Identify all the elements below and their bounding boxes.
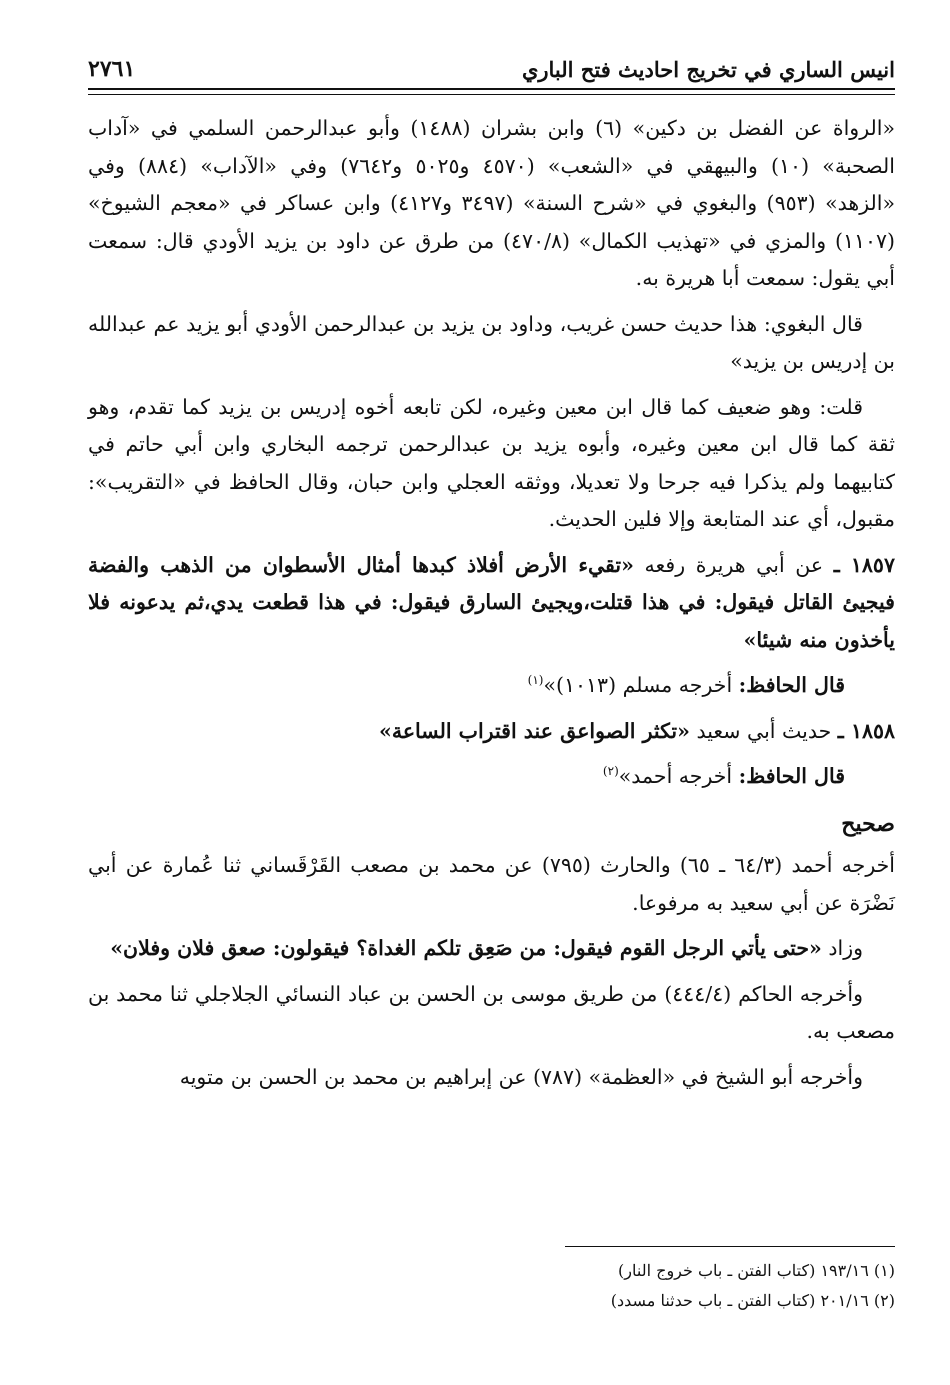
hafiz-label: قال الحافظ:	[738, 673, 845, 697]
hadith-intro: عن أبي هريرة رفعه	[644, 552, 824, 577]
paragraph-baghawi: قال البغوي: هذا حديث حسن غريب، وداود بن يزيد بن عبدالرحمن الأودي أبو يزيد عم عبدالله بن إدريس بن يزيد»	[88, 311, 895, 373]
footnote-2	[88, 1286, 895, 1316]
takhrij-paragraph-4: وأخرجه أبو الشيخ في «العظمة» (٧٨٧) عن إبراهيم بن محمد بن الحسن بن متويه	[179, 1064, 863, 1089]
hadith-matn: «تكثر الصواعق عند اقتراب الساعة»	[379, 718, 690, 743]
takhrij-paragraph-2	[88, 930, 895, 968]
footnote-text: ٢٠١/١٦ (كتاب الفتن ـ باب حدثنا مسدد)	[610, 1291, 869, 1310]
paragraph-comment: قلت: وهو ضعيف كما قال ابن معين وغيره، لكن تابعه أخوه إدريس بن يزيد كما تقدم، وهو ثقة كما قال ابن معين وغيره، وأبوه يزيد بن عبدالرحمن ترجمه البخاري وابن أبي حاتم في كتابيهما ولم يذكرا فيه جرحا ولا تعديلا، ووثقه العجلي وابن حبان، وقال الحافظ في «التقريب»: مقبول، أي عند المتابعة وإلا فلين الحديث.	[88, 394, 895, 531]
hadith-number: ١٨٥٧ ـ	[833, 552, 895, 577]
footnotes	[88, 1256, 895, 1316]
footnote-number: (١)	[873, 1261, 895, 1280]
hadith-1858	[88, 713, 895, 751]
footnote-number: (٢)	[873, 1291, 895, 1310]
hafiz-label: قال الحافظ:	[738, 764, 845, 788]
header-rule-thin	[88, 94, 895, 95]
takhrij-paragraph-3: وأخرجه الحاكم (٤٤٤/٤) من طريق موسى بن الحسن بن عباد النسائي الجلاجلي ثنا محمد بن مصعب به.	[88, 981, 895, 1043]
hadith-number: ١٨٥٨ ـ	[837, 718, 895, 743]
hafiz-note-1858	[88, 758, 895, 796]
hadith-1857	[88, 547, 895, 660]
footnote-ref[interactable]: (١)	[527, 673, 544, 688]
grade-heading: صحيح	[841, 810, 895, 837]
running-header	[88, 50, 895, 88]
footnote-ref[interactable]: (٢)	[602, 764, 619, 779]
page-number: ٢٧٦١	[88, 56, 136, 82]
hadith-intro: حديث أبي سعيد	[696, 718, 832, 743]
paragraph-sources: «الرواة عن الفضل بن دكين» (٦) وابن بشران (١٤٨٨) وأبو عبدالرحمن السلمي في «آداب الصحبة» (١٠) والبيهقي في «الشعب» (٤٥٧٠ و٥٠٢٥ و٧٦٤٢) وفي «الآداب» (٨٨٤) وفي «الزهد» (٩٥٣) والبغوي في «شرح السنة» (٣٤٩٧ و٤١٢٧) وابن عساكر في «معجم الشيوخ» (١١٠٧) والمزي في «تهذيب الكمال» (٤٧٠/٨) من طرق عن داود بن يزيد الأودي قال: سمعت أبي يقول: سمعت أبا هريرة به.	[88, 116, 896, 290]
page-body	[88, 110, 895, 1104]
hafiz-note-1857	[88, 667, 895, 705]
hafiz-text: أخرجه مسلم (١٠١٣)»	[543, 673, 733, 697]
footnote-text: ١٩٣/١٦ (كتاب الفتن ـ باب خروج النار)	[618, 1261, 869, 1280]
takhrij-addition: «حتى يأتي الرجل القوم فيقول: من صَعِق تلكم الغداة؟ فيقولون: صعق فلان وفلان»	[110, 936, 822, 960]
header-rule	[88, 88, 895, 90]
takhrij-paragraph-1: أخرجه أحمد (٦٤/٣ ـ ٦٥) والحارث (٧٩٥) عن محمد بن مصعب القَرْقَساني ثنا عُمارة عن أبي نَضْرَة عن أبي سعيد به مرفوعا.	[88, 853, 895, 915]
footnote-1	[88, 1256, 895, 1286]
hafiz-text: أخرجه أحمد»	[618, 764, 733, 788]
footnote-rule	[565, 1246, 895, 1247]
takhrij-prefix: وزاد	[828, 936, 863, 960]
book-title: انيس الساري في تخريج احاديث فتح الباري	[521, 56, 895, 82]
hadith-matn: «تقيء الأرض أفلاذ كبدها أمثال الأسطوان من الذهب والفضة فيجيئ القاتل فيقول: في هذا قتلت،ويجيئ السارق فيقول: في هذا قطعت يدي،ثم يدعونه فلا يأخذون منه شيئا»	[88, 552, 895, 652]
